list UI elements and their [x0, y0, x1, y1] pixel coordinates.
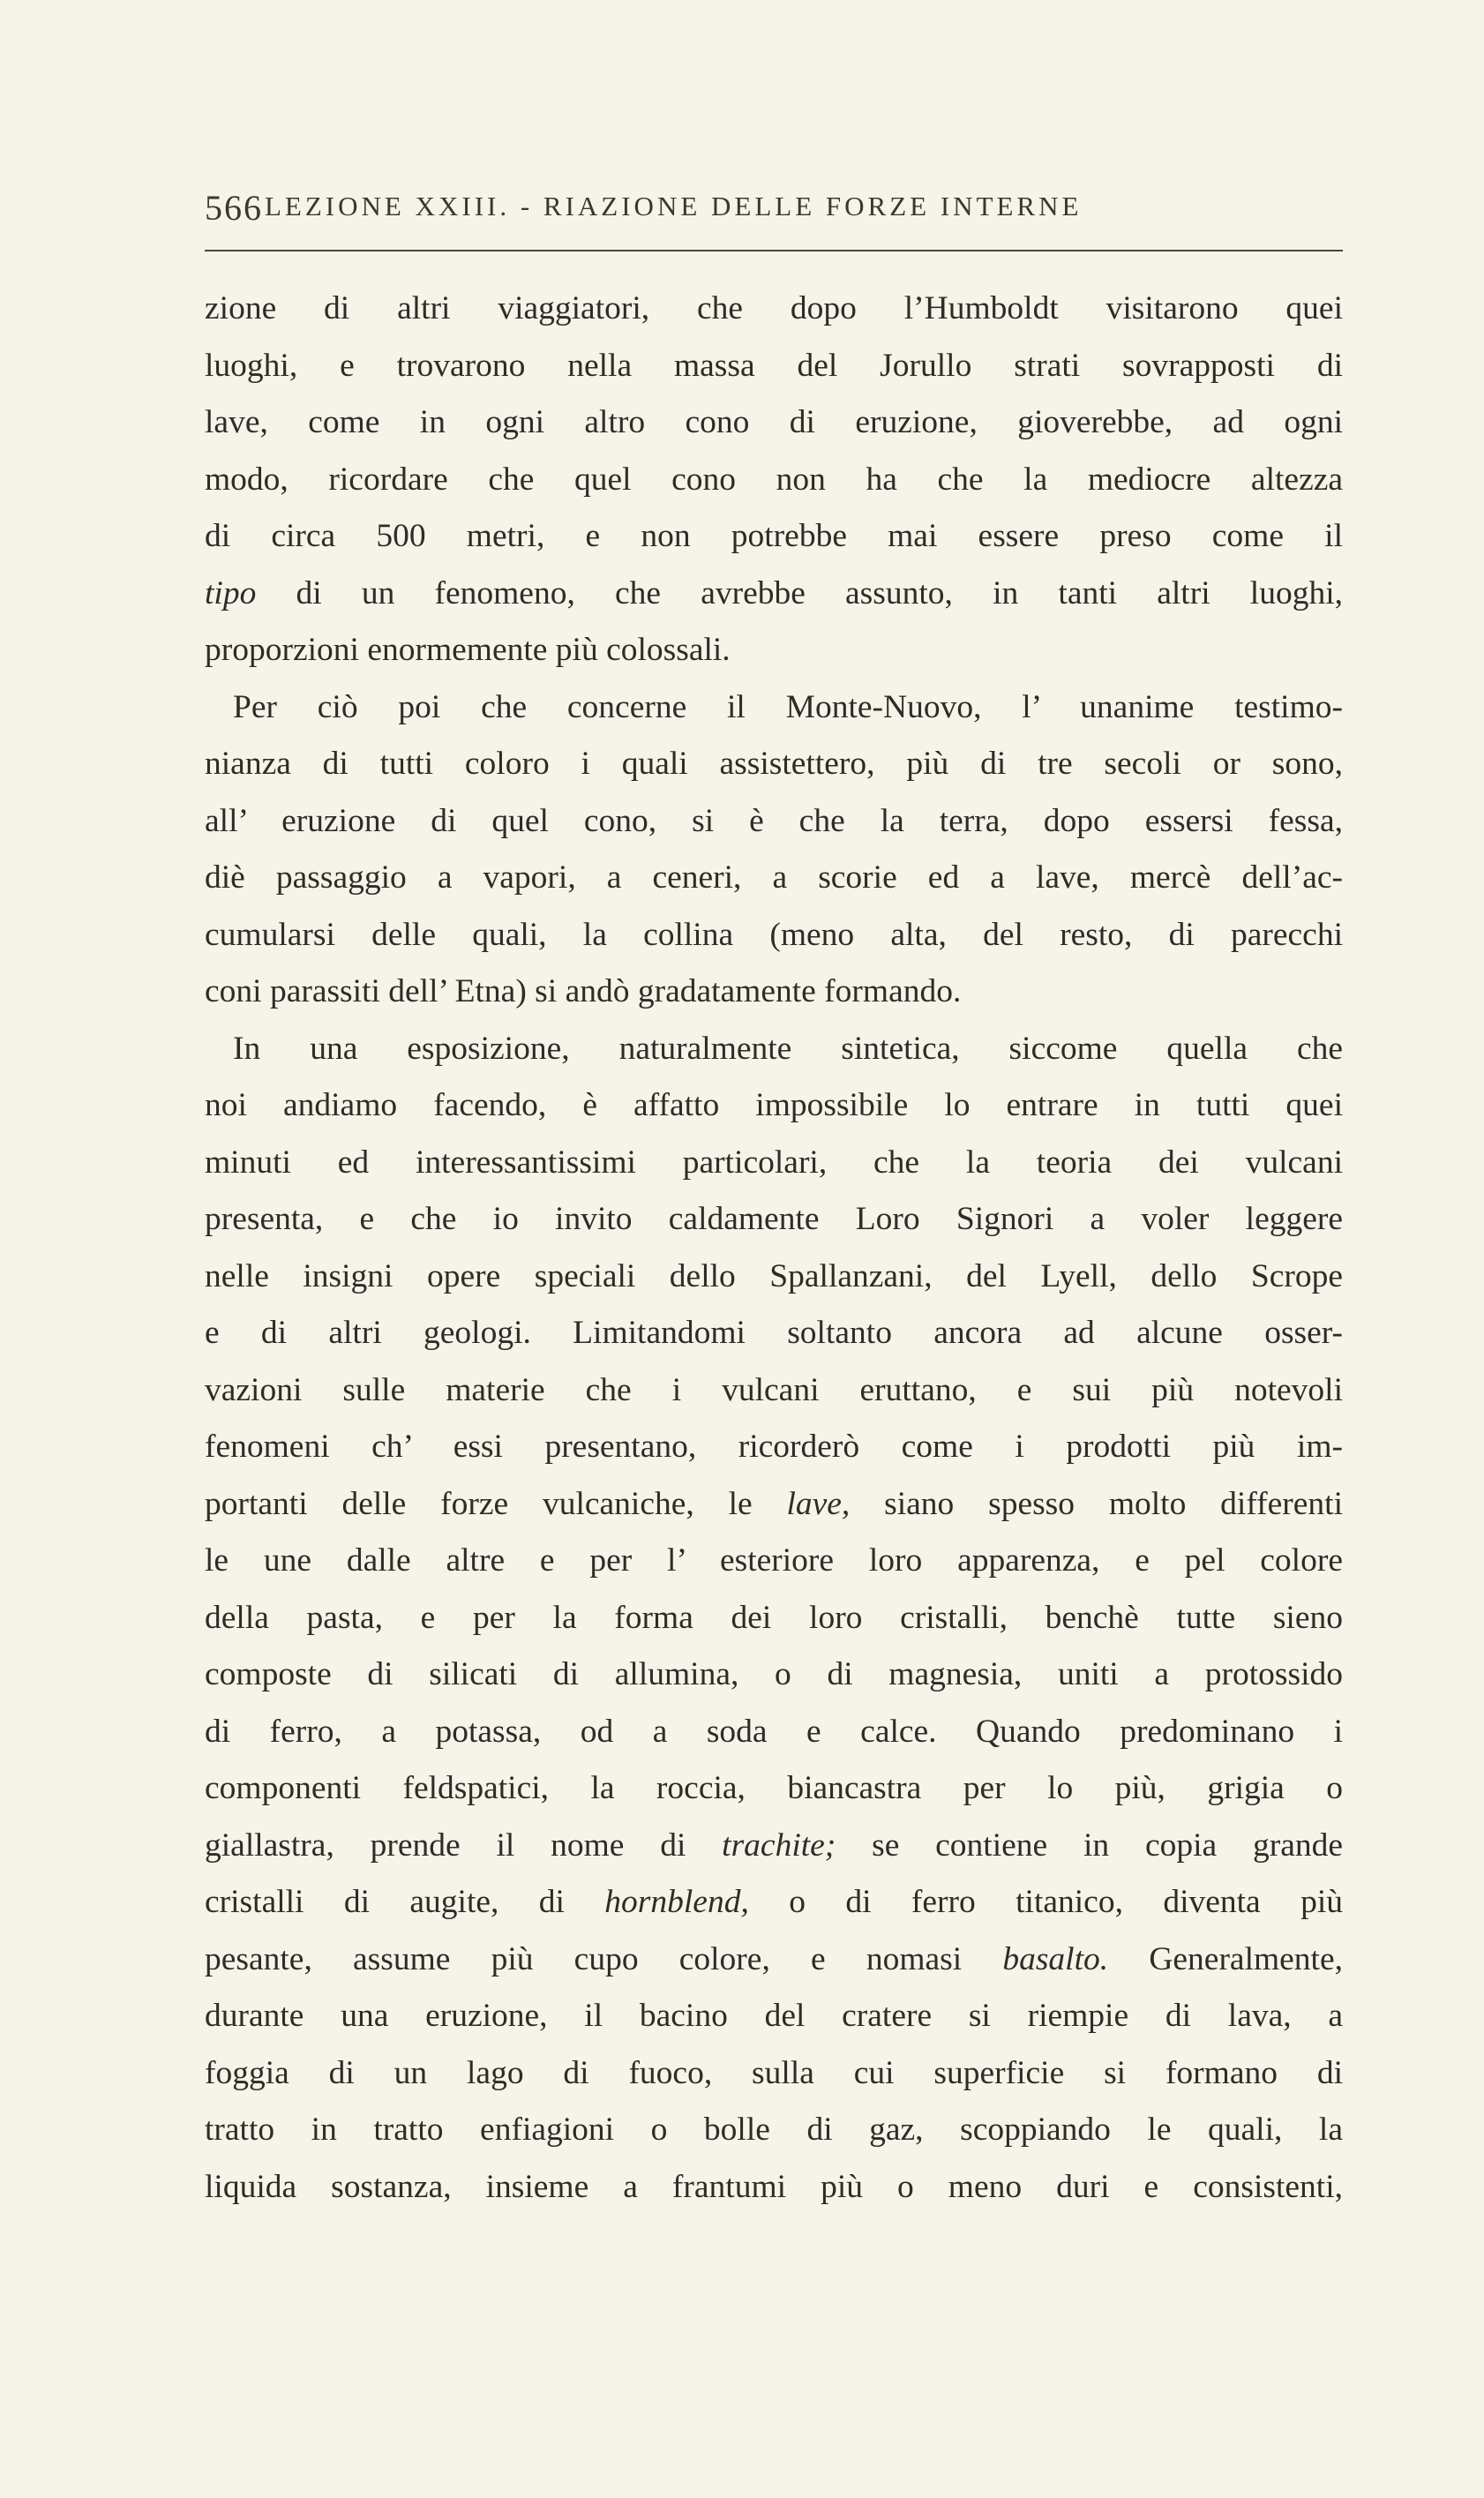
- italic-term: tipo: [205, 574, 257, 611]
- text-line: liquida sostanza, insieme a frantumi più o meno duri e consistenti,: [205, 2168, 1343, 2205]
- text-segment: pesante, assume più cupo colore, e nomasi: [205, 1940, 1003, 1977]
- text-line: luoghi, e trovarono nella massa del Jorullo strati sovrapposti di: [205, 347, 1343, 384]
- text-line: [205, 1874, 1343, 1932]
- text-line: della pasta, e per la forma dei loro cristalli, benchè tutte sieno: [205, 1599, 1343, 1636]
- page-header: [205, 187, 1343, 240]
- text-segment: Generalmente,: [1108, 1940, 1343, 1977]
- text-line: diè passaggio a vapori, a ceneri, a scorie ed a lave, mercè dell’ac-: [205, 859, 1343, 896]
- page-number: 566: [205, 188, 263, 228]
- text-line: nelle insigni opere speciali dello Spallanzani, del Lyell, dello Scrope: [205, 1257, 1343, 1294]
- text-line: [205, 566, 1343, 623]
- text-line: In una esposizione, naturalmente sintetica, siccome quella che: [233, 1030, 1343, 1067]
- text-line: all’ eruzione di quel cono, si è che la terra, dopo essersi fessa,: [205, 802, 1343, 839]
- text-line: durante una eruzione, il bacino del cratere si riempie di lava, a: [205, 1998, 1343, 2034]
- text-line: componenti feldspatici, la roccia, biancastra per lo più, grigia o: [205, 1770, 1343, 1806]
- text-line: nianza di tutti coloro i quali assistettero, più di tre secoli or sono,: [205, 746, 1343, 782]
- text-line: foggia di un lago di fuoco, sulla cui superficie si formano di: [205, 2054, 1343, 2091]
- italic-term: lave,: [786, 1485, 851, 1522]
- italic-term: basalto.: [1002, 1940, 1109, 1977]
- text-segment: cristalli di augite, di: [205, 1884, 605, 1920]
- text-line: noi andiamo facendo, è affatto impossibile lo entrare in tutti quei: [205, 1087, 1343, 1123]
- text-segment: se contiene in copia grande: [836, 1827, 1343, 1864]
- text-line: Per ciò poi che concerne il Monte-Nuovo, l’ unanime testimo-: [233, 688, 1343, 725]
- text-line: cumularsi delle quali, la collina (meno alta, del resto, di parecchi: [205, 916, 1343, 953]
- running-head: LEZIONE XXIII. - RIAZIONE DELLE FORZE INTERNE: [265, 191, 1083, 221]
- text-line: zione di altri viaggiatori, che dopo l’Humboldt visitarono quei: [205, 290, 1343, 326]
- text-line: fenomeni ch’ essi presentano, ricorderò come i prodotti più im-: [205, 1429, 1343, 1465]
- text-line: composte di silicati di allumina, o di magnesia, uniti a protossido: [205, 1656, 1343, 1692]
- text-segment: o di ferro titanico, diventa più: [748, 1884, 1343, 1920]
- text-line: [205, 1932, 1343, 1989]
- text-segment: di un fenomeno, che avrebbe assunto, in tanti altri luoghi,: [256, 574, 1343, 611]
- text-segment: giallastra, prende il nome di: [205, 1827, 723, 1864]
- text-line: presenta, e che io invito caldamente Loro Signori a voler leggere: [205, 1201, 1343, 1237]
- text-line: [205, 1818, 1343, 1875]
- text-line: le une dalle altre e per l’ esteriore loro apparenza, e pel colore: [205, 1542, 1343, 1579]
- text-segment: portanti delle forze vulcaniche, le: [205, 1485, 787, 1522]
- text-line: tratto in tratto enfiagioni o bolle di gaz, scoppiando le quali, la: [205, 2112, 1343, 2148]
- text-line: coni parassiti dell’ Etna) si andò gradatamente formando.: [205, 973, 962, 1009]
- text-segment: siano spesso molto differenti: [850, 1485, 1343, 1522]
- text-line: lave, come in ogni altro cono di eruzione, gioverebbe, ad ogni: [205, 404, 1343, 440]
- text-line: modo, ricordare che quel cono non ha che la mediocre altezza: [205, 461, 1343, 498]
- text-line: vazioni sulle materie che i vulcani eruttano, e sui più notevoli: [205, 1371, 1343, 1408]
- header-rule: [205, 250, 1343, 251]
- text-line: proporzioni enormemente più colossali.: [205, 632, 731, 668]
- text-line: minuti ed interessantissimi particolari, che la teoria dei vulcani: [205, 1144, 1343, 1181]
- italic-term: trachite;: [722, 1827, 836, 1864]
- text-line: di ferro, a potassa, od a soda e calce. Quando predominano i: [205, 1713, 1343, 1750]
- text-line: e di altri geologi. Limitandomi soltanto ancora ad alcune osser-: [205, 1315, 1343, 1351]
- body-text: [205, 281, 1343, 2216]
- text-line: di circa 500 metri, e non potrebbe mai essere preso come il: [205, 518, 1343, 554]
- text-line: [205, 1476, 1343, 1534]
- italic-term: hornblend,: [604, 1884, 749, 1920]
